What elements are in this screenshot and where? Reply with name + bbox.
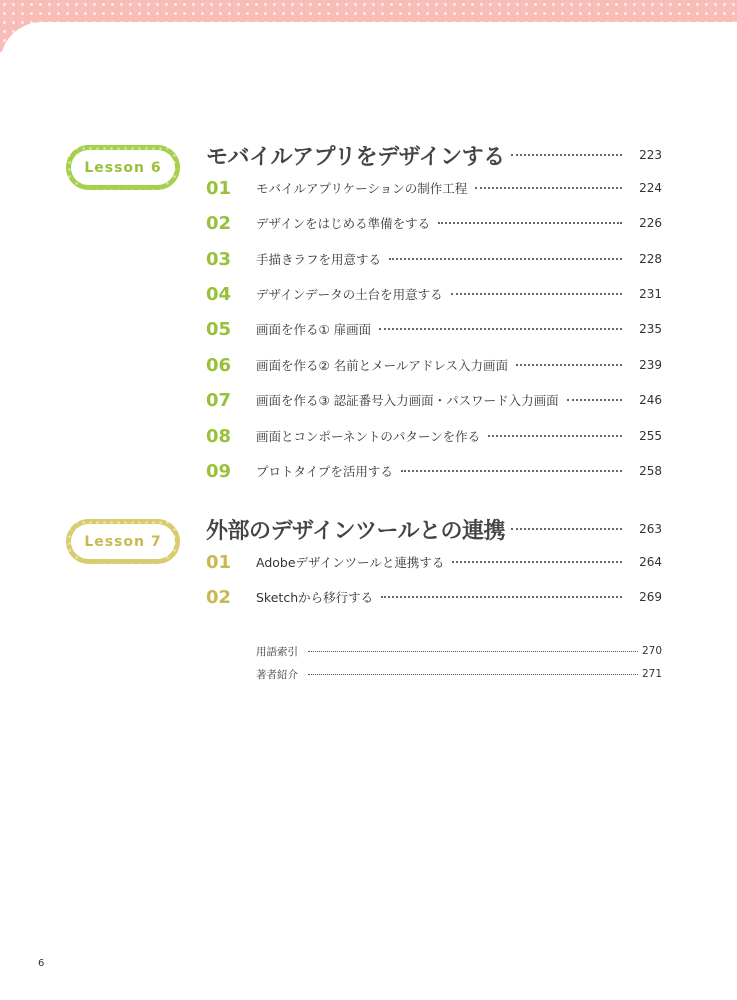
lesson-6-badge-label: Lesson 6: [71, 150, 175, 185]
entry-page: 235: [639, 322, 662, 336]
entry-number: 09: [206, 460, 232, 482]
toc-entry[interactable]: [206, 585, 662, 609]
entry-title: デザインをはじめる準備をする: [256, 216, 431, 231]
entry-number: 05: [206, 318, 232, 340]
leader-dots: [475, 187, 622, 189]
lesson-7-badge-label: Lesson 7: [71, 524, 175, 559]
page-sheet-corner: [0, 22, 737, 82]
toc-entry[interactable]: [206, 459, 662, 483]
lesson-6-title: モバイルアプリをデザインする: [206, 144, 505, 170]
appendix-page: 270: [641, 645, 662, 657]
toc-entry[interactable]: [206, 353, 662, 377]
entry-page: 224: [639, 181, 662, 195]
leader-dots: [511, 528, 622, 530]
entry-page: 239: [639, 358, 662, 372]
entry-title: 画面を作る① 扉画面: [256, 322, 372, 337]
appendix-page: 271: [641, 668, 662, 680]
lesson-6-badge: [66, 145, 180, 190]
toc-entry[interactable]: [206, 247, 662, 271]
appendix-title: 著者紹介: [256, 668, 298, 681]
toc-entry[interactable]: [206, 424, 662, 448]
entry-number: 02: [206, 586, 232, 608]
entry-number: 08: [206, 425, 232, 447]
appendix-title: 用語索引: [256, 645, 298, 658]
entry-title: 画面とコンポーネントのパターンを作る: [256, 429, 481, 444]
entry-page: 255: [639, 429, 662, 443]
leader-dots: [381, 596, 622, 598]
lesson-7-title: 外部のデザインツールとの連携: [206, 518, 506, 544]
toc-entry[interactable]: [206, 282, 662, 306]
appendix-entry-index[interactable]: [256, 641, 662, 661]
entry-number: 01: [206, 177, 232, 199]
leader-dots: [401, 470, 622, 472]
entry-number: 04: [206, 283, 232, 305]
appendix-entry-authors[interactable]: [256, 664, 662, 684]
toc-entry[interactable]: [206, 550, 662, 574]
toc-entry[interactable]: [206, 176, 662, 200]
lesson-6-heading[interactable]: [206, 140, 662, 170]
lesson-7-heading[interactable]: [206, 514, 662, 544]
leader-dots: [451, 293, 622, 295]
entry-title: 画面を作る③ 認証番号入力画面・パスワード入力画面: [256, 393, 559, 408]
entry-page: 269: [639, 590, 662, 604]
leader-dots: [438, 222, 622, 224]
entry-number: 07: [206, 389, 232, 411]
entry-number: 02: [206, 212, 232, 234]
toc-entry[interactable]: [206, 388, 662, 412]
lesson-7-page: 263: [639, 522, 662, 536]
entry-page: 258: [639, 464, 662, 478]
leader-dots: [308, 651, 638, 652]
entry-title: Sketchから移行する: [256, 590, 374, 605]
entry-page: 246: [639, 393, 662, 407]
leader-dots: [452, 561, 622, 563]
leader-dots: [379, 328, 622, 330]
entry-page: 264: [639, 555, 662, 569]
entry-title: デザインデータの土台を用意する: [256, 287, 443, 302]
entry-title: 画面を作る② 名前とメールアドレス入力画面: [256, 358, 509, 373]
leader-dots: [308, 674, 638, 675]
toc-entry[interactable]: [206, 211, 662, 235]
entry-number: 01: [206, 551, 232, 573]
lesson-6-page: 223: [639, 148, 662, 162]
leader-dots: [488, 435, 622, 437]
entry-page: 226: [639, 216, 662, 230]
entry-title: Adobeデザインツールと連携する: [256, 555, 445, 570]
entry-number: 03: [206, 248, 232, 270]
lesson-7-badge: [66, 519, 180, 564]
toc-entry[interactable]: [206, 317, 662, 341]
entry-title: モバイルアプリケーションの制作工程: [256, 181, 468, 196]
leader-dots: [567, 399, 622, 401]
page-number: 6: [38, 958, 45, 969]
leader-dots: [516, 364, 622, 366]
entry-title: プロトタイプを活用する: [256, 464, 393, 479]
leader-dots: [511, 154, 622, 156]
entry-page: 228: [639, 252, 662, 266]
entry-number: 06: [206, 354, 232, 376]
leader-dots: [389, 258, 622, 260]
entry-page: 231: [639, 287, 662, 301]
entry-title: 手描きラフを用意する: [256, 252, 382, 267]
